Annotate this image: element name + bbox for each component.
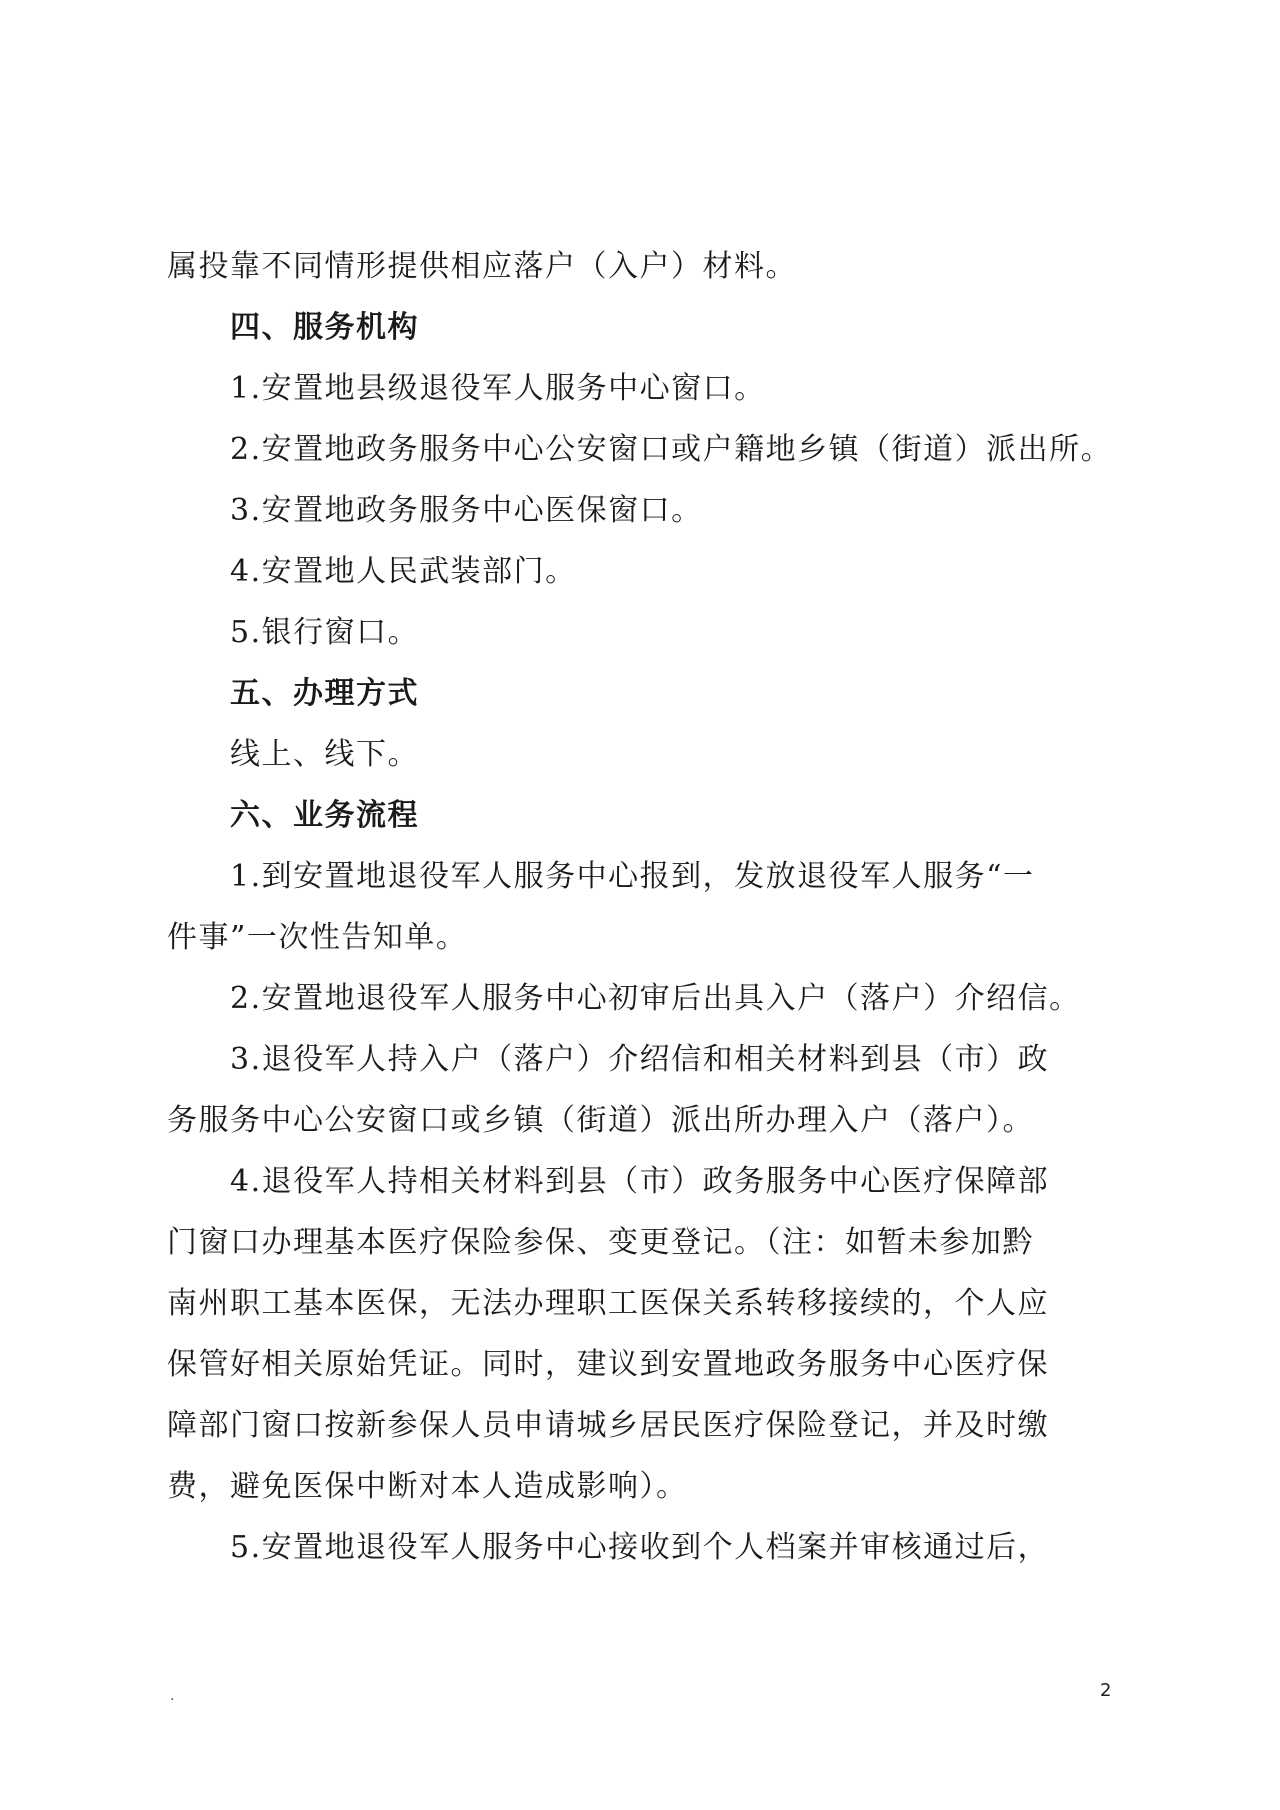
body-text-line: 保管好相关原始凭证。同时，建议到安置地政务服务中心医疗保: [167, 1347, 1049, 1382]
list-item: 3.安置地政务服务中心医保窗口。: [230, 493, 703, 528]
list-item: 5.安置地退役军人服务中心接收到个人档案并审核通过后，: [230, 1530, 1050, 1565]
list-item: 3.退役军人持入户（落户）介绍信和相关材料到县（市）政: [230, 1042, 1050, 1077]
body-text-line: 线上、线下。: [230, 737, 419, 772]
body-text-line: 门窗口办理基本医疗保险参保、变更登记。（注：如暂未参加黔: [167, 1225, 1034, 1260]
list-item: 2.安置地退役军人服务中心初审后出具入户（落户）介绍信。: [230, 981, 1081, 1016]
page-number: 2: [1100, 1680, 1112, 1701]
document-body: [167, 236, 1117, 1578]
section-heading-handling-method: 五、办理方式: [230, 676, 419, 711]
section-heading-business-process: 六、业务流程: [230, 798, 419, 833]
body-text-line: 属投靠不同情形提供相应落户（入户）材料。: [167, 249, 797, 284]
list-item: 4.安置地人民武装部门。: [230, 554, 577, 589]
footer-dot: .: [170, 1688, 175, 1704]
list-item: 1.到安置地退役军人服务中心报到，发放退役军人服务“一: [230, 859, 1035, 894]
section-heading-service-agencies: 四、服务机构: [230, 310, 419, 345]
list-item: 2.安置地政务服务中心公安窗口或户籍地乡镇（街道）派出所。: [230, 432, 1113, 467]
list-item: 5.银行窗口。: [230, 615, 420, 650]
body-text-line: 件事”一次性告知单。: [167, 920, 468, 955]
body-text-line: 南州职工基本医保，无法办理职工医保关系转移接续的，个人应: [167, 1286, 1049, 1321]
list-item: 4.退役军人持相关材料到县（市）政务服务中心医疗保障部: [230, 1164, 1050, 1199]
list-item: 1.安置地县级退役军人服务中心窗口。: [230, 371, 766, 406]
body-text-line: 障部门窗口按新参保人员申请城乡居民医疗保险登记，并及时缴: [167, 1408, 1049, 1443]
body-text-line: 务服务中心公安窗口或乡镇（街道）派出所办理入户（落户）。: [167, 1103, 1034, 1138]
body-text-line: 费，避免医保中断对本人造成影响）。: [167, 1469, 688, 1504]
